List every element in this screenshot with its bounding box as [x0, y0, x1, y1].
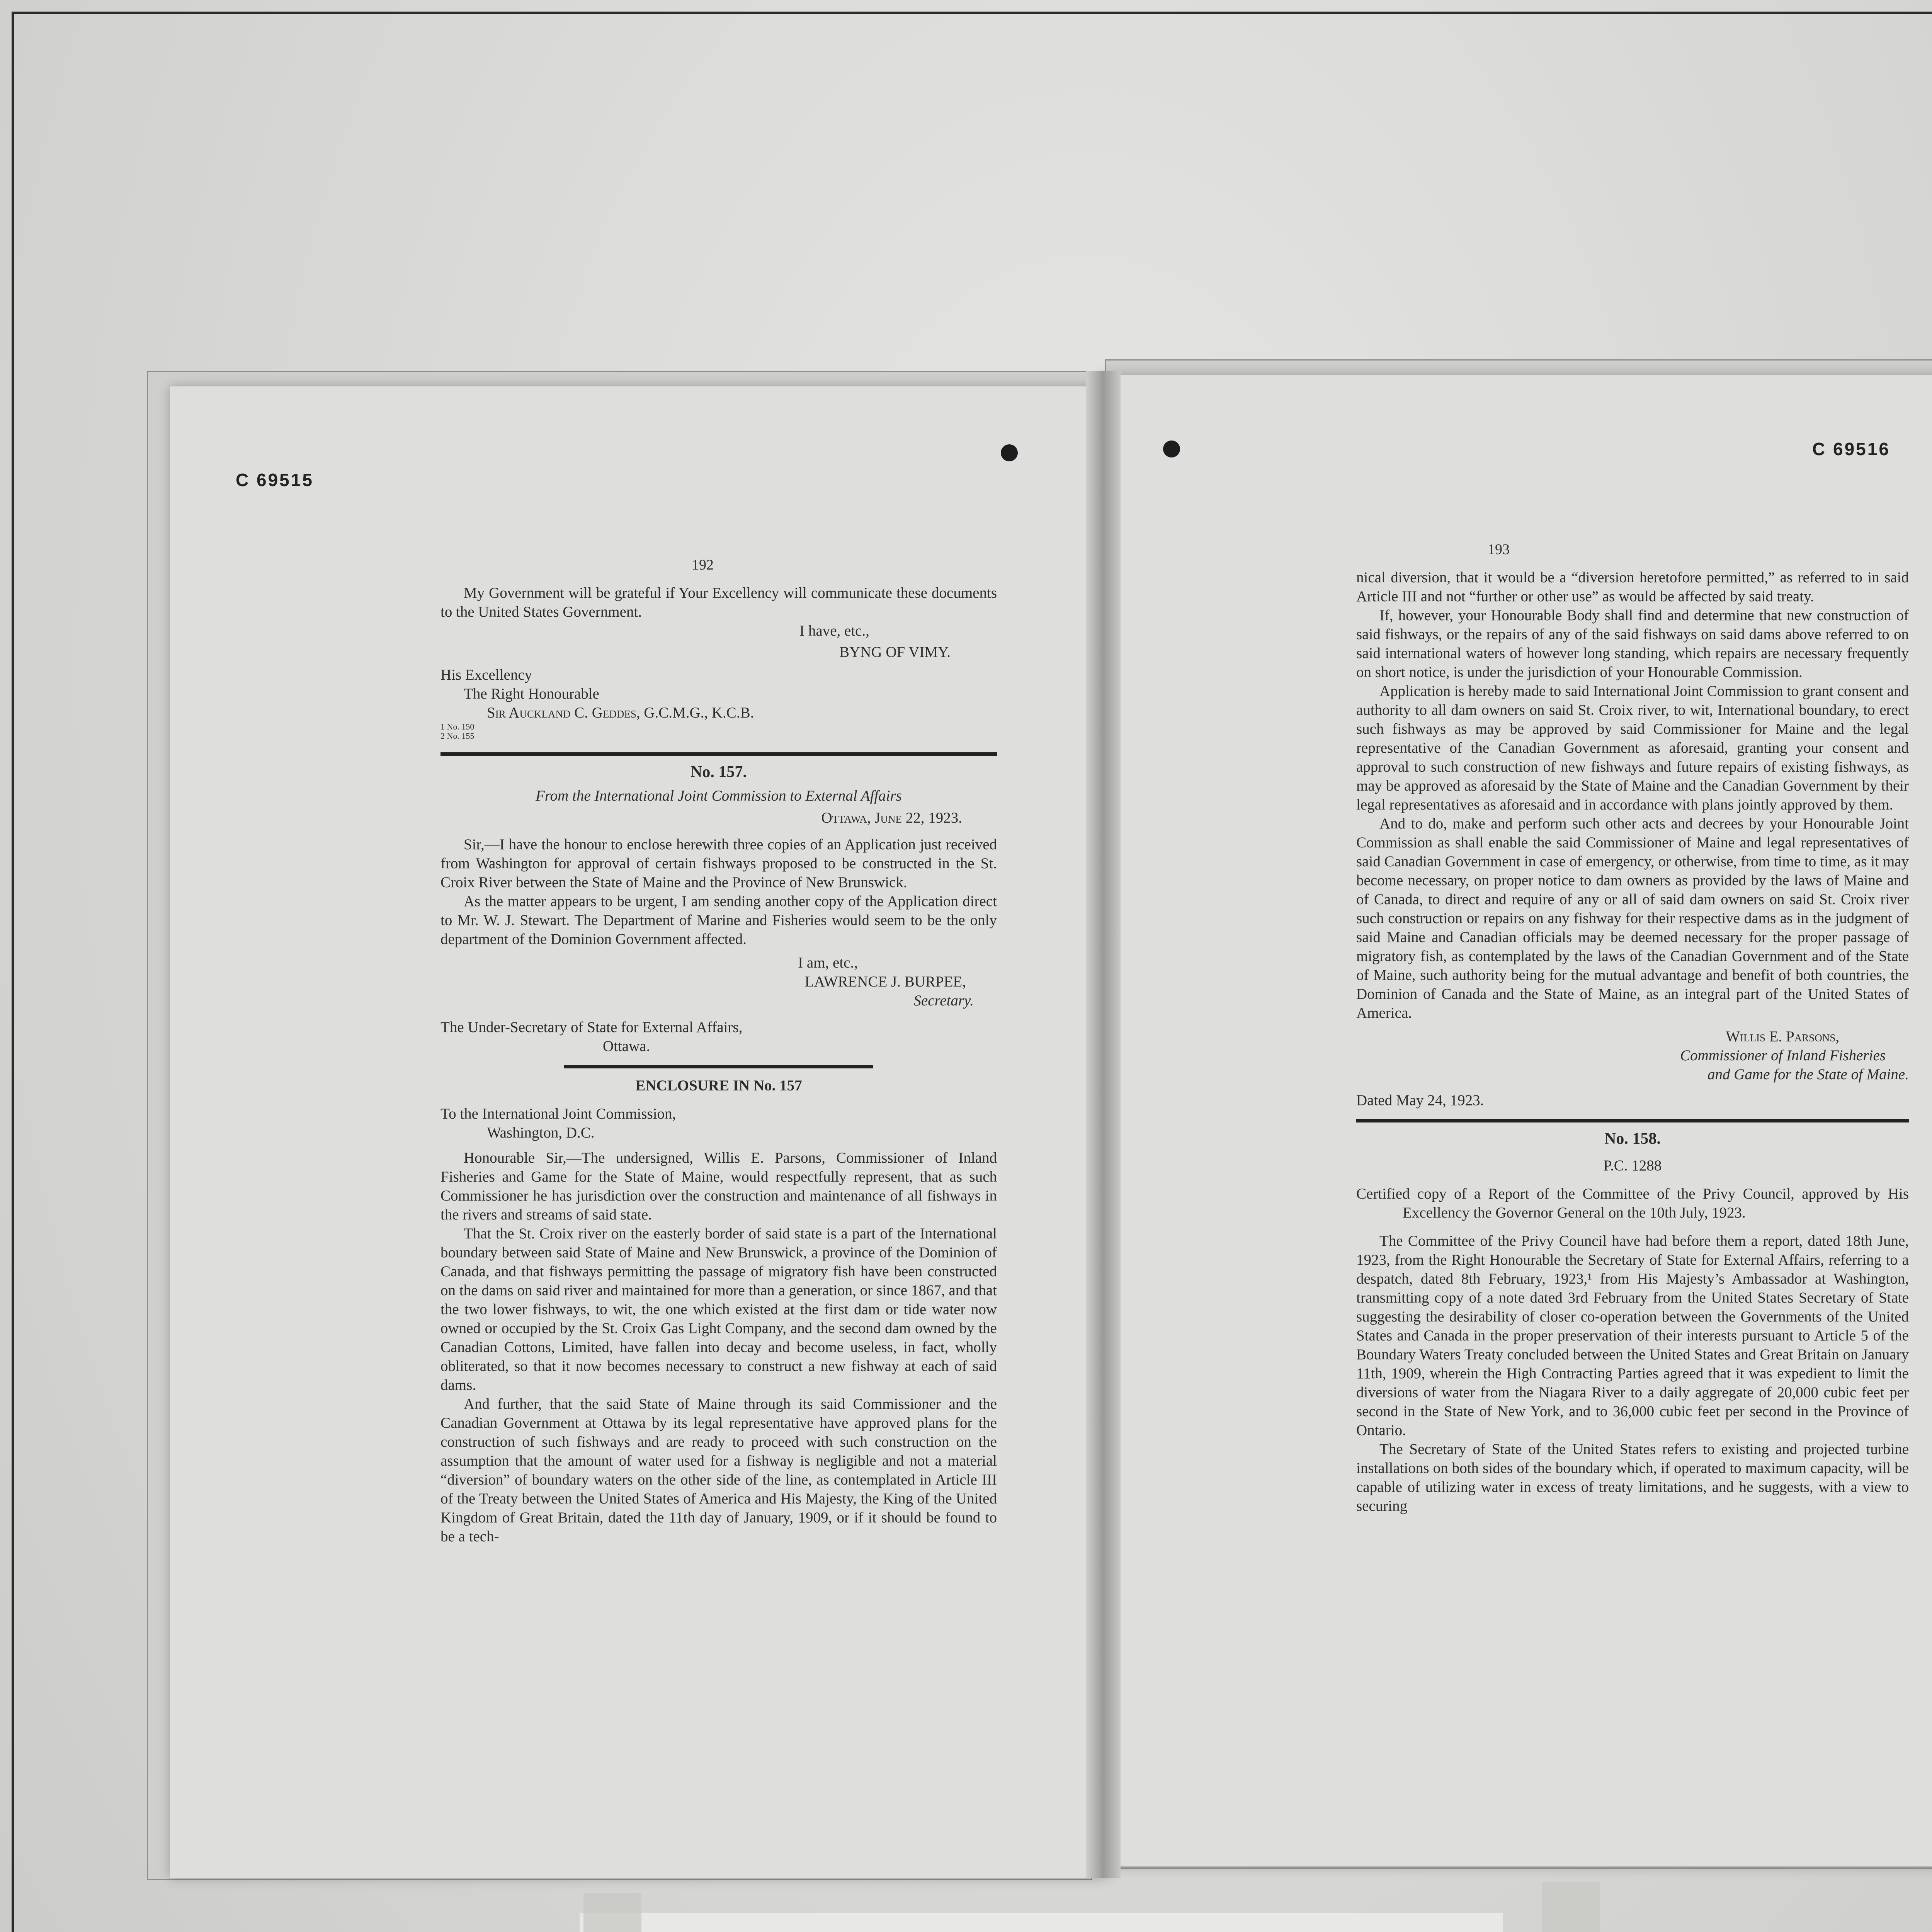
page-number-left: 192 [692, 557, 714, 573]
recipient-line: The Under-Secretary of State for External Affairs, [440, 1019, 743, 1036]
signatory: BYNG OF VIMY. [839, 644, 951, 660]
paragraph: And to do, make and perform such other acts and decrees by your Honourable Joint Commission as shall enable the said Commissioner of Maine and legal representatives of said Canadian Government in case of emergency, or otherwise, from time to time, as it may become necessary, on proper notice to dam owners as provided by the laws of Maine and of Canada, to direct and require of any or all of said dam owners on said St. Croix river such construction or repairs on any fishway for their respective dams as in the judgment of said Maine and Canadian officials may be deemed necessary for the proper passage of migratory fish, as contemplated by the laws of the Canadian Government and of the State of Maine, such authority being for the mutual advantage and benefit of both countries, the Dominion of Canada and the State of Maine, as an integral part of the United States of America. [1356, 815, 1909, 1021]
paragraph: The Committee of the Privy Council have had before them a report, dated 18th June, 1923, from the Right Honourable the Secretary of State for External Affairs, referring to a despatch, dated 8th February, 1923,¹ from His Majesty’s Ambassador at Washington, transmitting copy of a note dated 3rd February from the United States Secretary of State suggesting the desirability of closer co-operation between the Governments of the United States and Canada in the proper preservation of their interests pursuant to Article 5 of the Boundary Waters Treaty concluded between the United States and Great Britain on January 11th, 1909, wherein the High Contracting Parties agreed that it was expedient to limit the diversions of water from the Niagara River to a daily aggregate of 20,000 cubic feet per second in the State of New York, and to 36,000 cubic feet per second in the Province of Ontario. [1356, 1233, 1909, 1439]
punch-hole-right [1163, 440, 1180, 457]
paragraph: And further, that the said State of Maine through its said Commissioner and the Canadian Government at Ottawa by its legal representative have approved plans for the construction of such fishways and are ready to proceed with such construction on the assumption that the amount of water used for a fishway is negligible and not a material “diversion” of boundary waters on the other side of the line, as contemplated in Article III of the Treaty between the United States of America and His Majesty, the King of the United Kingdom of Great Britain, dated the 11th day of January, 1909, or if it should be found to be a tech- [440, 1396, 997, 1545]
left-page-text [440, 583, 997, 1546]
pc-number: P.C. 1288 [1603, 1157, 1662, 1174]
paragraph: If, however, your Honourable Body shall find and determine that new construction of said fishways, or the repairs of any of the said fishways on said dams above referred to on said international waters of however long standing, which repairs are necessary frequently on short notice, is under the jurisdiction of your Honourable Commission. [1356, 607, 1909, 680]
addressee-line: His Excellency [440, 667, 532, 683]
signatory: Willis E. Parsons, [1726, 1028, 1839, 1045]
book-gutter [1086, 371, 1121, 1878]
archive-stamp-right: C 69516 [1812, 439, 1890, 459]
enclosure-title: ENCLOSURE IN No. 157 [635, 1077, 802, 1094]
enclosure-to-line: Washington, D.C. [487, 1124, 595, 1141]
closing: I have, etc., [799, 622, 869, 639]
footnote: 2 No. 155 [440, 731, 474, 741]
signatory-title: and Game for the State of Maine. [1708, 1066, 1909, 1083]
paragraph: As the matter appears to be urgent, I am sending another copy of the Application direct to Mr. W. J. Stewart. The Department of Marine and Fisheries would seem to be the only department of the Dominion Government affected. [440, 893, 997, 947]
paragraph: My Government will be grateful if Your Excellency will communicate these documents to the United States Government. [440, 585, 997, 620]
punch-hole-left [1001, 444, 1018, 461]
enclosure-to-line: To the International Joint Commission, [440, 1105, 676, 1122]
page-number-right: 193 [1488, 541, 1510, 558]
paragraph: Application is hereby made to said International Joint Commission to grant consent and authority to all dam owners on said St. Croix river, to wit, International boundary, to erect such fishways as may be approved by said Commissioner for Maine and the legal representative of the Canadian Government as aforesaid, granting your consent and approval to such construction of new fishways and future repairs of existing fishways, as may be approved as aforesaid by the State of Maine and the Canadian Government by their legal representatives as aforesaid and in accordance with plans jointly approved by them. [1356, 683, 1909, 813]
closing: I am, etc., [798, 954, 858, 971]
label-mount [580, 1913, 1503, 1932]
footnote: 1 No. 150 [440, 722, 474, 731]
section-rule [564, 1065, 873, 1068]
paragraph: The Secretary of State of the United States refers to existing and projected turbine installations on both sides of the boundary which, if operated to maximum capacity, will be capable of utilizing water in excess of treaty limitations, and he suggests, with a view to securing [1356, 1441, 1909, 1514]
recipient-line: Ottawa. [603, 1038, 650, 1054]
section-rule [1356, 1119, 1909, 1122]
signatory-title: Commissioner of Inland Fisheries [1680, 1047, 1886, 1064]
tape-strip [583, 1893, 641, 1932]
dated-line: Dated May 24, 1923. [1356, 1092, 1484, 1109]
signatory-title: Secretary. [913, 992, 974, 1009]
document-subtitle: From the International Joint Commission to External Affairs [536, 787, 902, 804]
right-page-text [1356, 568, 1909, 1515]
certified-paragraph: Certified copy of a Report of the Committee of the Privy Council, approved by His Excellency the Governor General on the 10th July, 1923. [1356, 1185, 1909, 1221]
addressee-line: Sir Auckland C. Geddes, G.C.M.G., K.C.B. [487, 704, 754, 721]
paragraph: That the St. Croix river on the easterly border of said state is a part of the International boundary between said State of Maine and New Brunswick, a province of the Dominion of Canada, and that fishways permitting the passage of migratory fish have been constructed on the dams on said river and maintained for more than a generation, or since 1867, and that the two lower fishways, to wit, the one which existed at the first dam or tide water now owned or occupied by the St. Croix Gas Light Company, and the second dam owned by the Canadian Cottons, Limited, have fallen into decay and become useless, in fact, wholly obliterated, so that it now becomes necessary to construct a new fishway at each of said dams. [440, 1225, 997, 1393]
signatory: LAWRENCE J. BURPEE, [804, 973, 966, 990]
archive-stamp-left: C 69515 [236, 470, 314, 490]
document-number: No. 158. [1604, 1130, 1661, 1148]
paragraph: nical diversion, that it would be a “diversion heretofore permitted,” as referred to in said Article III and not “further or other use” as would be affected by said treaty. [1356, 569, 1909, 605]
tape-strip [1542, 1882, 1600, 1932]
paragraph: Honourable Sir,—The undersigned, Willis E. Parsons, Commissioner of Inland Fisheries and Game for the State of Maine, would respectfully represent, that as such Commissioner he has jurisdiction over the construction and maintenance of all fishways in the rivers and streams of said state. [440, 1150, 997, 1223]
section-rule [440, 752, 997, 756]
document-number: No. 157. [690, 763, 747, 781]
addressee-line: The Right Honourable [464, 685, 599, 702]
place-date: Ottawa, June 22, 1923. [821, 810, 962, 826]
paragraph: Sir,—I have the honour to enclose herewith three copies of an Application just received from Washington for approval of certain fishways proposed to be constructed in the St. Croix River between the State of Maine and the Province of New Brunswick. [440, 836, 997, 891]
